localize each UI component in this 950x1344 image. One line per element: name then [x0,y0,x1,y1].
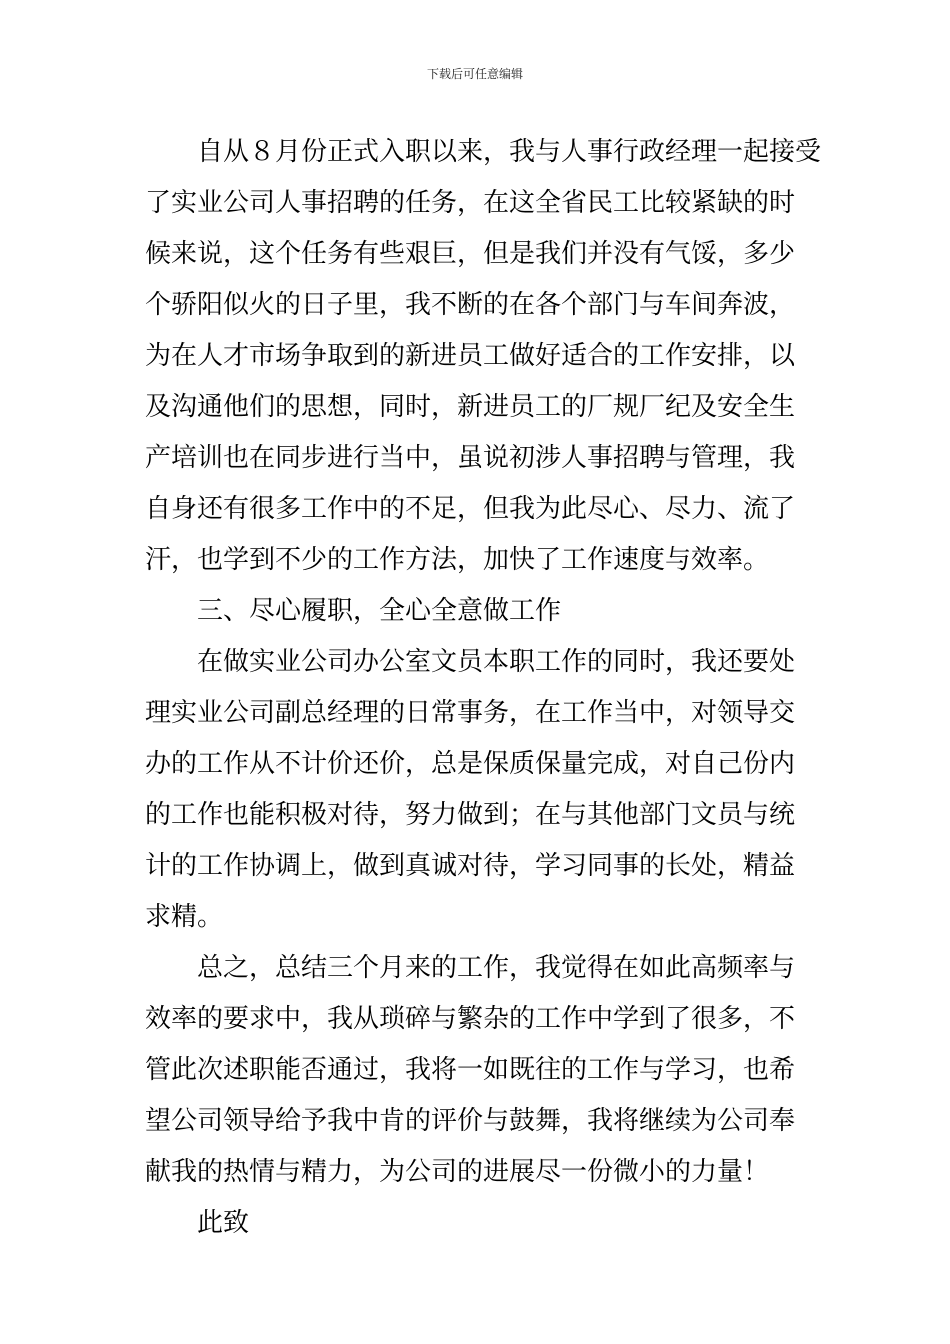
text-line: 献我的热情与精力，为公司的进展尽一份微小的力量！ [145,1157,770,1187]
text-line: 计的工作协调上，做到真诚对待，学习同事的长处，精益 [145,851,796,881]
text-line: 效率的要求中，我从琐碎与繁杂的工作中学到了很多，不 [145,1004,796,1034]
text-line: 候来说，这个任务有些艰巨，但是我们并没有气馁，多少 [145,239,796,269]
closing-salutation: 此致 [197,1208,250,1238]
download-note: 下载后可任意编辑 [426,67,523,81]
text-line: 办的工作从不计价还价，总是保质保量完成，对自己份内 [145,749,796,779]
text-line: 求精。 [145,902,224,932]
text-line: 了实业公司人事招聘的任务，在这全省民工比较紧缺的时 [145,188,796,218]
text-line: 为在人才市场争取到的新进员工做好适合的工作安排，以 [145,341,796,371]
text-line: 的工作也能积极对待，努力做到；在与其他部门文员与统 [145,800,796,830]
text-line: 自身还有很多工作中的不足，但我为此尽心、尽力、流了 [145,494,796,524]
text-line: 管此次述职能否通过，我将一如既往的工作与学习，也希 [145,1055,796,1085]
text-line: 个骄阳似火的日子里，我不断的在各个部门与车间奔波， [145,290,796,320]
text-line: 望公司领导给予我中肯的评价与鼓舞，我将继续为公司奉 [145,1106,796,1136]
text-line: 自从８月份正式入职以来，我与人事行政经理一起接受 [197,137,822,167]
text-line: 在做实业公司办公室文员本职工作的同时，我还要处 [197,647,796,677]
document-body [145,127,822,1249]
text-line: 总之，总结三个月来的工作，我觉得在如此高频率与 [197,953,796,983]
section-heading: 三、尽心履职，全心全意做工作 [197,596,562,626]
text-line: 汗，也学到不少的工作方法，加快了工作速度与效率。 [145,545,770,575]
text-line: 及沟通他们的思想，同时，新进员工的厂规厂纪及安全生 [145,392,796,422]
text-line: 产培训也在同步进行当中，虽说初涉人事招聘与管理，我 [145,443,796,473]
text-line: 理实业公司副总经理的日常事务，在工作当中，对领导交 [145,698,796,728]
